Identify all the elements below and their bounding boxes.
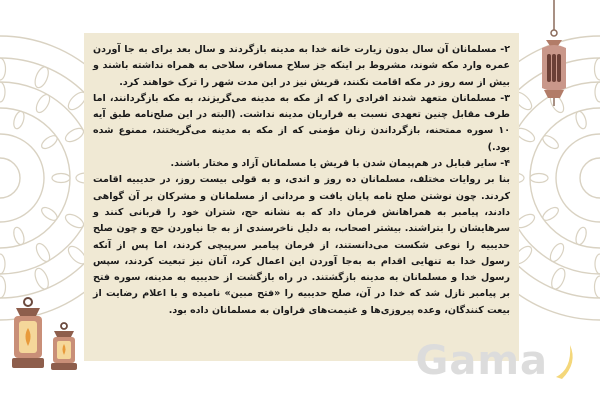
paragraph-narrative: بنا بر روایات مختلف، مسلمانان ده روز و اندی، و به قولی بیست روز، در حدیبیه اقامت کردند. چون نوشتن صلح نامه پایان یافت و مردانی از مسلمانان و مشرکان بر آن گواهی دادند، پیامبر به همراهانش فرمان داد که به نشانه حج، شتران خود را قربانی کنند و سرهایشان را بتراشند. بیشتر اصحاب، به دلیل ناخرسندی از به جا نیاوردن حج و چون صلح حدیبیه را نوعی شکست می‌دانستند، از فرمان پیامبر سرپیچی کردند، اما پس از آنکه رسول خدا به تنهایی اقدام به به‌جا آوردن این اعمال کرد، آنان نیز تبعیت کردند، سپس رسول خدا و مسلمانان به مدینه بازگشتند. در راه بازگشت از حدیبیه به مدینه، سوره فتح بر پیامبر نازل شد که خدا در آن، صلح حدیبیه را «فتح مبین» نامیده و با اعلام رضایت از بیعت کنندگان، وعده پیروزی‌ها و غنیمت‌های فراوان به مسلمانان داده بود. [93, 174, 510, 316]
mandala-petal [541, 133, 561, 151]
mandala-petal [574, 110, 588, 130]
mandala-petal [548, 241, 567, 263]
paragraph-condition-4: ۴- سایر قبایل در هم‌پیمان شدن با قریش یا مسلمانان آزاد و مختار باشند. [170, 158, 510, 170]
watermark-text: Gama [415, 338, 548, 384]
mandala-petal [52, 174, 70, 183]
mandala-petal [595, 276, 600, 298]
mandala-petal [549, 266, 568, 291]
mandala-petal [595, 82, 600, 102]
gama-watermark-logo [416, 338, 581, 384]
mandala-petal [34, 92, 53, 114]
mandala-petal [63, 212, 85, 231]
mandala-petal [0, 58, 6, 80]
hanging-lantern-icon [534, 0, 574, 110]
mandala-petal [12, 110, 26, 130]
mandala-petal [39, 205, 59, 223]
mandala-petal [0, 82, 5, 102]
paragraph-condition-3: ۳- مسلمانان متعهد شدند افرادی را که از مکه به مدینه می‌گریزند، به مکه بازگردانند، اما طرف مقابل چنین تعهدی نسبت به فراریان مدینه نداشت. (البته در این صلح‌نامه طبق آیه ۱۰ سوره ممتحنه، بازگرداندن زنان مؤمنی که از مکه به مدینه می‌گریختند، ممنوع شده بود.) [93, 92, 510, 153]
ground-lanterns-icon [4, 296, 82, 374]
text-panel [84, 33, 519, 361]
mandala-petal [39, 133, 59, 151]
mandala-petal [530, 174, 548, 183]
mandala-petal [0, 276, 6, 298]
mandala-petal [63, 126, 85, 145]
mandala-petal [32, 266, 51, 291]
watermark-swoosh-icon [550, 341, 580, 381]
mandala-petal [541, 205, 561, 223]
mandala-petal [32, 65, 51, 90]
mandala-petal [595, 58, 600, 80]
paragraph-condition-2: ۲- مسلمانان آن سال بدون زیارت خانه خدا به مدینه بازگردند و سال بعد برای به جا آوردن عمره وارد مکه شوند، مشروط بر اینکه جز سلاح مسافر، سلاحی به همراه نداشته باشند و بیش از سه روز در مکه اقامت نکنند، قریش نیز در این مدت شهر را ترک خواهند کرد. [93, 44, 510, 88]
mandala-petal [574, 226, 588, 246]
mandala-petal [12, 226, 26, 246]
mandala-petal [34, 241, 53, 263]
mandala-petal [595, 254, 600, 274]
mandala-petal [0, 254, 5, 274]
